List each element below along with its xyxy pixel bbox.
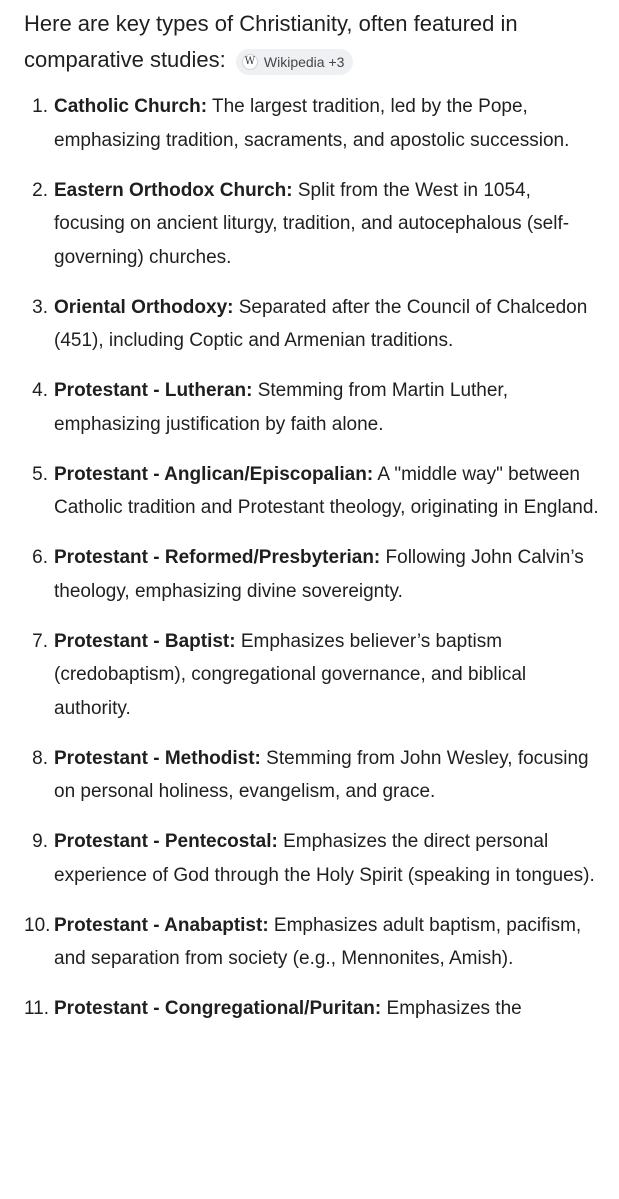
item-name: Protestant - Methodist: bbox=[54, 747, 261, 769]
wikipedia-w-icon: W bbox=[242, 54, 258, 70]
item-number: 8. bbox=[32, 747, 48, 769]
christianity-types-list bbox=[24, 90, 604, 1026]
list-item bbox=[24, 458, 604, 525]
item-description: Emphasizes the bbox=[386, 998, 522, 1019]
item-name: Protestant - Lutheran: bbox=[54, 380, 253, 401]
item-number: 3. bbox=[32, 296, 48, 318]
item-name: Oriental Orthodoxy: bbox=[54, 296, 234, 318]
item-number: 2. bbox=[32, 179, 48, 201]
item-description: Split from the West in 1054, focusing on ancient liturgy, tradition, and autocephalous (self-governing) churches. bbox=[54, 179, 570, 268]
item-number: 7. bbox=[32, 630, 48, 652]
item-name: Protestant - Anabaptist: bbox=[54, 914, 269, 936]
list-item bbox=[24, 90, 604, 157]
item-description: Emphasizes believer’s baptism (credobaptism), congregational governance, and biblical authority. bbox=[54, 630, 527, 719]
item-name: Protestant - Pentecostal: bbox=[54, 831, 278, 852]
list-item bbox=[24, 825, 604, 892]
item-name: Eastern Orthodox Church: bbox=[54, 179, 293, 201]
list-item bbox=[24, 625, 604, 726]
item-name: Protestant - Baptist: bbox=[54, 630, 236, 652]
item-description: Emphasizes the direct personal experience of God through the Holy Spirit (speaking in tongues). bbox=[54, 831, 595, 886]
item-number: 11. bbox=[24, 998, 50, 1019]
item-number: 1. bbox=[32, 96, 48, 117]
item-description: Stemming from John Wesley, focusing on personal holiness, evangelism, and grace. bbox=[54, 747, 589, 802]
answer-content bbox=[24, 6, 604, 1042]
list-item bbox=[24, 541, 604, 608]
item-description: Following John Calvin’s theology, emphasizing divine sovereignty. bbox=[54, 547, 584, 602]
item-name: Catholic Church: bbox=[54, 96, 208, 117]
list-item bbox=[24, 742, 604, 809]
item-description: A "middle way" between Catholic tradition and Protestant theology, originating in England. bbox=[54, 463, 599, 518]
item-description: The largest tradition, led by the Pope, emphasizing tradition, sacraments, and apostolic succession. bbox=[54, 96, 570, 151]
item-description: Stemming from Martin Luther, emphasizing justification by faith alone. bbox=[54, 380, 508, 435]
item-description: Separated after the Council of Chalcedon (451), including Coptic and Armenian traditions. bbox=[54, 296, 588, 351]
item-name: Protestant - Anglican/Episcopalian: bbox=[54, 463, 374, 485]
item-number: 4. bbox=[32, 380, 48, 401]
item-number: 10. bbox=[24, 914, 51, 936]
item-number: 6. bbox=[32, 547, 48, 568]
item-number: 9. bbox=[32, 831, 48, 852]
item-description: Emphasizes adult baptism, pacifism, and separation from society (e.g., Mennonites, Amish). bbox=[54, 914, 582, 969]
list-item bbox=[24, 291, 604, 358]
list-item bbox=[24, 174, 604, 275]
item-name: Protestant - Congregational/Puritan: bbox=[54, 998, 382, 1019]
source-chip-label: Wikipedia +3 bbox=[263, 54, 345, 70]
list-item bbox=[24, 909, 604, 976]
list-item bbox=[24, 374, 604, 441]
item-number: 5. bbox=[32, 463, 48, 485]
source-chip[interactable] bbox=[236, 49, 354, 75]
item-name: Protestant - Reformed/Presbyterian: bbox=[54, 547, 381, 568]
list-item bbox=[24, 992, 604, 1026]
intro-paragraph bbox=[24, 6, 604, 78]
intro-text: Here are key types of Christianity, often featured in comparative studies: bbox=[24, 11, 518, 72]
